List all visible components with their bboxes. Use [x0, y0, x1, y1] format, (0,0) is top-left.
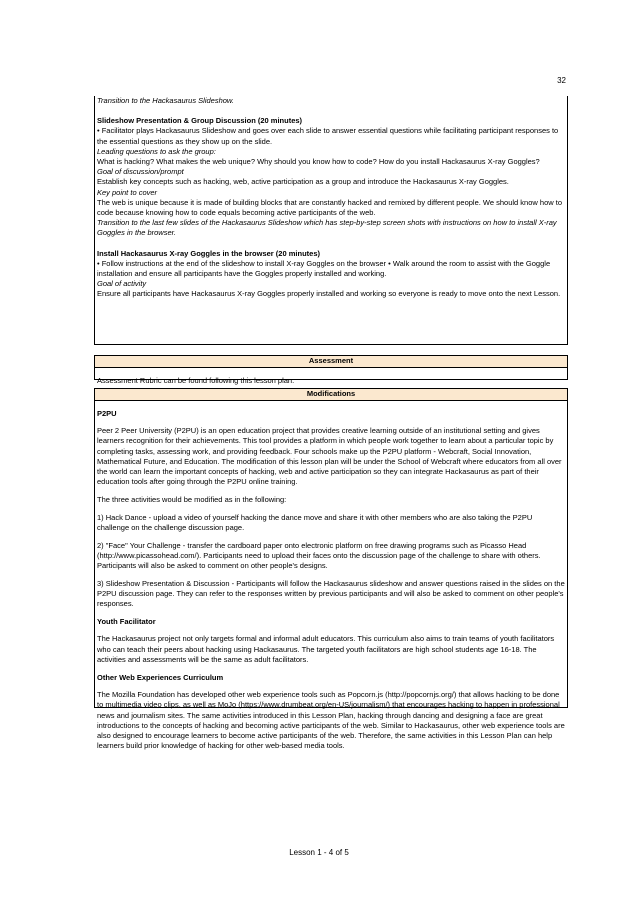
lesson-activities-box	[94, 96, 568, 345]
youth-facilitator-text: The Hackasaurus project not only targets formal and informal adult educators. This curriculum also aims to train teams of youth facilitators who can teach their peers about hacking using Hackasaurus. The targeted youth facilitators are high school students age 16-18. The activities and assessments will be the same as adult facilitators.	[97, 634, 555, 664]
page-footer: Lesson 1 - 4 of 5	[289, 848, 349, 857]
modified-activities-intro: The three activities would be modified as in the following:	[97, 494, 287, 504]
goal-label: Goal of discussion/prompt	[97, 167, 184, 177]
modified-activity-2: 2) "Face" Your Challenge - transfer the cardboard paper onto electronic platform on free drawing programs such as Picasso Head (http://www.picassohead.com/). Participants need to upload their faces onto the discussion page of the challenge to share with others. Participants will also be asked to comment on other people's designs.	[97, 540, 541, 570]
other-web-text: The Mozilla Foundation has developed other web experience tools such as Popcorn.js (http://popcornjs.org/) that allows hacking to be done to multimedia video clips, as well as MoJo (https://www.drumbeat.org/en-US/journalism/) that encourages hacking to happen in professional news and journalism sites. The same activities introduced in this Lesson Plan, hacking through dancing and designing a face are great introductions to the concepts of hacking and becoming active participants of the web. Similar to Hackasaurus, other web experience tools are also designed to encourage learners to become active participants of the web. Therefore, the same activities in this Lesson Plan can help learners build prior knowledge of hacking for other web-based media tools.	[97, 690, 565, 751]
p2pu-text: Peer 2 Peer University (P2PU) is an open education project that provides creative learning outside of an institutional setting and gives learners recognition for their achievements. This tool provides a platform in which people work together to learn about a particular topic by completing tasks, assessing work, and providing feedback. Four schools make up the P2PU platform - Webcraft, Social Innovation, Mathematical Future, and Education. The modification of this lesson plan will be under the School of Webcraft where educators from all over the world can learn the important concepts of hacking, web and active participation so they can integrate Hackasaurus as part of their education tools after going through the P2PU online training.	[97, 426, 562, 487]
p2pu-heading: P2PU	[97, 408, 117, 418]
assessment-header: Assessment	[95, 356, 567, 368]
transition-text: Transition to the Hackasaurus Slideshow.	[97, 96, 235, 105]
transition-text-2: Transition to the last few slides of the Hackasaurus Slideshow which has step-by-step screen shots with instructions on how to install X-ray Goggles in the browser.	[97, 218, 557, 238]
key-point-label: Key point to cover	[97, 187, 158, 197]
assessment-table	[94, 355, 568, 385]
modifications-table	[94, 388, 568, 751]
key-point-text: The web is unique because it is made of building blocks that are constantly hacked and remixed by different people. We should know how to code because knowing how to code equals becoming active participants of the web.	[97, 197, 562, 218]
modified-activity-3: 3) Slideshow Presentation & Discussion - Participants will follow the Hackasaurus slideshow and answer questions raised in the slides on the P2PU discussion page. They can refer to the responses written by previous participants and will also be asked to comment on other people's responses.	[97, 578, 565, 609]
install-instructions: • Follow instructions at the end of the slideshow to install X-ray Goggles on the browser • Walk around the room to assist with the Goggle installation and ensure all participants have the Goggles properly installed and working.	[97, 258, 551, 279]
leading-questions: What is hacking? What makes the web unique? Why should you know how to code? How do you install Hackasaurus X-ray Goggles?	[97, 157, 540, 167]
other-web-heading: Other Web Experiences Curriculum	[97, 672, 224, 682]
slideshow-instructions: • Facilitator plays Hackasaurus Slideshow and goes over each slide to answer essential questions while facilitating participant responses to the essential questions as they show up on the slide.	[97, 126, 559, 146]
page-number: 32	[557, 76, 566, 85]
youth-facilitator-heading: Youth Facilitator	[97, 616, 156, 626]
slideshow-heading: Slideshow Presentation & Group Discussion (20 minutes)	[97, 116, 303, 126]
activity-goal-label: Goal of activity	[97, 279, 147, 289]
modifications-header: Modifications	[95, 389, 567, 401]
modified-activity-1: 1) Hack Dance - upload a video of yourself hacking the dance move and share it with other members who are also taking the P2PU challenge on the challenge discussion page.	[97, 512, 533, 532]
leading-questions-label: Leading questions to ask the group:	[97, 146, 216, 156]
goal-text: Establish key concepts such as hacking, web, active participation as a group and introduce the Hackasaurus X-ray Goggles.	[97, 177, 509, 187]
install-heading: Install Hackasaurus X-ray Goggles in the browser (20 minutes)	[97, 248, 320, 258]
assessment-text: Assessment Rubric can be found following this lesson plan.	[97, 375, 295, 385]
activity-goal-text: Ensure all participants have Hackasaurus X-ray Goggles properly installed and working so everyone is ready to move onto the next Lesson.	[97, 289, 561, 299]
